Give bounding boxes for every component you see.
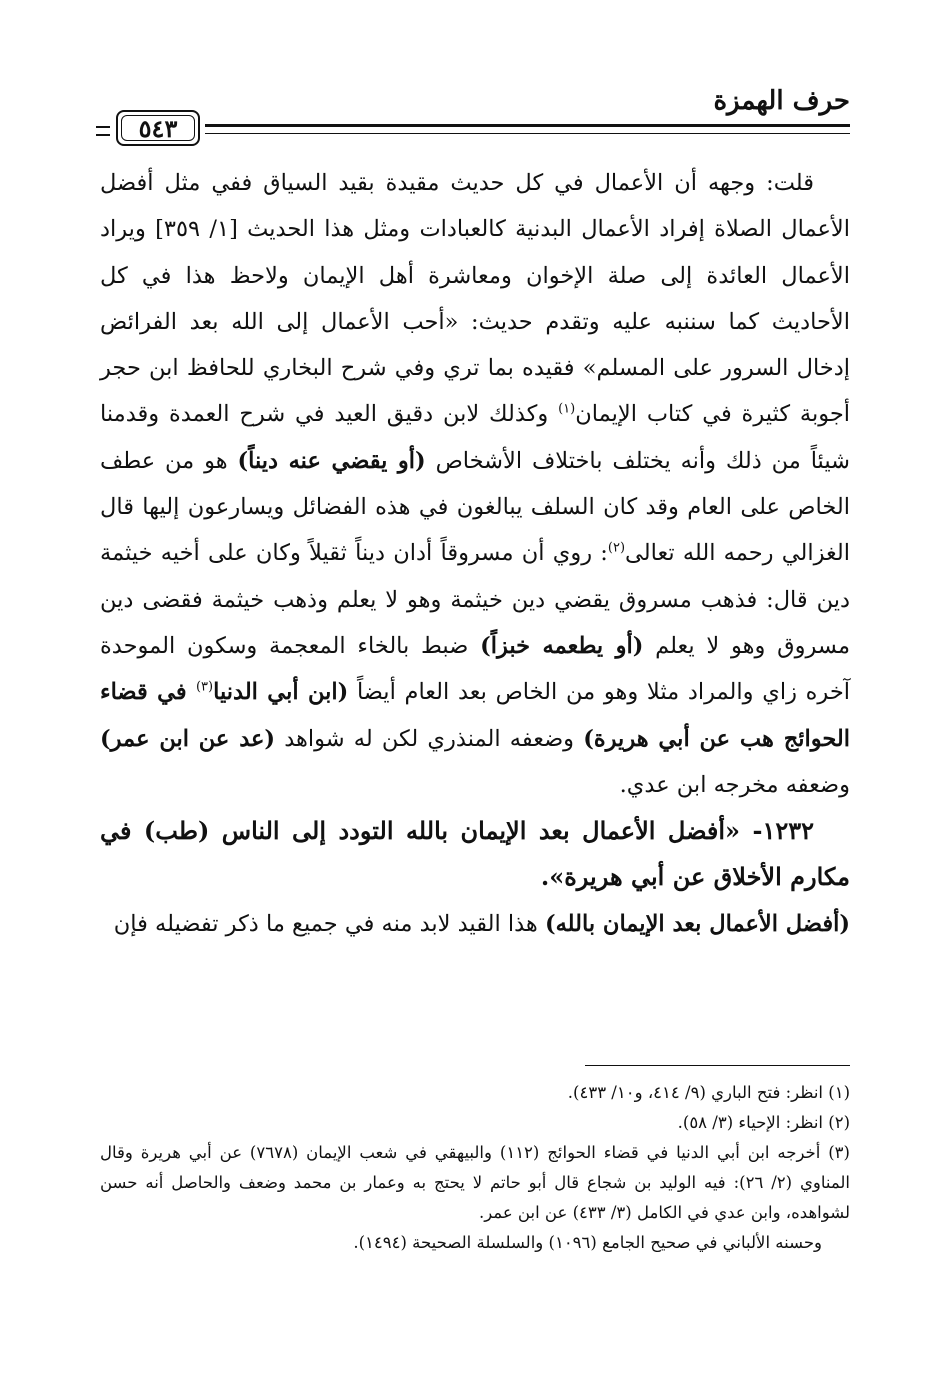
commentary-paragraph xyxy=(100,160,850,808)
text-run: هذا القيد لابد منه في جميع ما ذكر تفضيله فإن xyxy=(113,910,545,937)
footnote-3: (٣) أخرجه ابن أبي الدنيا في قضاء الحوائج (١١٢) والبيهقي في شعب الإيمان (٧٦٧٨) عن أبي هريرة وقال المناوي (٢/ ٢٦): فيه الوليد بن شجاع قال أبو حاتم لا يحتج به وعمار بن محمد وضعف والحاصل أنه حسن لشواهده، وابن عدي في الكامل (٣/ ٤٣٣) عن ابن عمر. xyxy=(100,1143,850,1222)
main-text xyxy=(100,160,850,947)
header-rule-end xyxy=(96,126,110,136)
text-run: وضعفه مخرجه ابن عدي. xyxy=(619,771,850,798)
bold-phrase: (أفضل الأعمال بعد الإيمان بالله) xyxy=(544,910,850,937)
footnote-marker-3: (٣) xyxy=(195,679,214,695)
footnote-3-continuation: وحسنه الألباني في صحيح الجامع (١٠٩٦) والسلسلة الصحيحة (١٤٩٤). xyxy=(353,1233,822,1252)
text-run: وضعفه المنذري لكن له شواهد xyxy=(275,725,584,752)
bold-phrase: (ابن أبي الدنيا xyxy=(213,679,349,706)
text-run: : روي أن مسروقاً أدان ديناً ثقيلاً وكان على أخيه خيثمة دين قال: فذهب مسروق يقضي دين خيثمة وهو لا يعلم وذهب خيثمة فقضى دين مسروق وهو لا يعلم xyxy=(100,540,850,659)
page-number: ٥٤٣ xyxy=(116,110,200,146)
footnote-separator xyxy=(585,1065,850,1066)
text-run: ضبط بالخاء المعجمة وسكون الموحدة آخره زاي والمراد مثلا وهو من الخاص بعد العام أيضاً xyxy=(100,632,850,706)
text-run: هو من عطف الخاص على العام وقد كان السلف يبالغون في هذه الفضائل ويسارعون إليها قال الغزالي رحمه الله تعالى xyxy=(100,447,850,567)
hadith-entry: ١٢٣٢- «أفضل الأعمال بعد الإيمان بالله التودد إلى الناس (طب) في مكارم الأخلاق عن أبي هريرة». xyxy=(100,816,850,892)
text-run: وكذلك لابن دقيق العيد في شرح العمدة وقدمنا شيئاً من ذلك وأنه يختلف باختلاف الأشخاص xyxy=(100,401,850,474)
footnote-1: (١) انظر: فتح الباري (٩/ ٤١٤، و١٠/ ٤٣٣). xyxy=(567,1083,850,1102)
bold-phrase: (أو يقضي عنه ديناً) xyxy=(237,447,426,474)
text-run: قلت: وجهه أن الأعمال في كل حديث مقيدة بقيد السياق ففي مثل أفضل الأعمال الصلاة إفراد الأعمال البدنية كالعبادات ومثل هذا الحديث [١/ ٣٥٩] ويراد الأعمال العائدة إلى صلة الإخوان ومعاشرة أهل الإيمان ولاحظ هذا في كل الأحاديث كما سننبه عليه وتقدم حديث: «أحب الأعمال إلى الله بعد الفرائض إدخال السرور على المسلم» فقيده بما تري وفي شرح البخاري للحافظ ابن حجر أجوبة كثيرة في كتاب الإيمان xyxy=(100,170,851,428)
bold-phrase: (عد عن ابن عمر) xyxy=(100,725,276,752)
footnote-marker-2: (٢) xyxy=(607,540,626,556)
footnote-2: (٢) انظر: الإحياء (٣/ ٥٨). xyxy=(677,1113,850,1132)
footnotes xyxy=(100,1078,850,1258)
commentary-paragraph-2 xyxy=(100,901,850,947)
header-double-rule xyxy=(205,124,850,134)
footnote-marker-1: (١) xyxy=(558,401,576,417)
running-title: حرف الهمزة xyxy=(713,86,850,116)
bold-phrase: في قضاء الحوائج هب عن أبي هريرة) xyxy=(100,679,851,752)
bold-phrase: (أو يطعمه خبزاً) xyxy=(480,632,644,659)
